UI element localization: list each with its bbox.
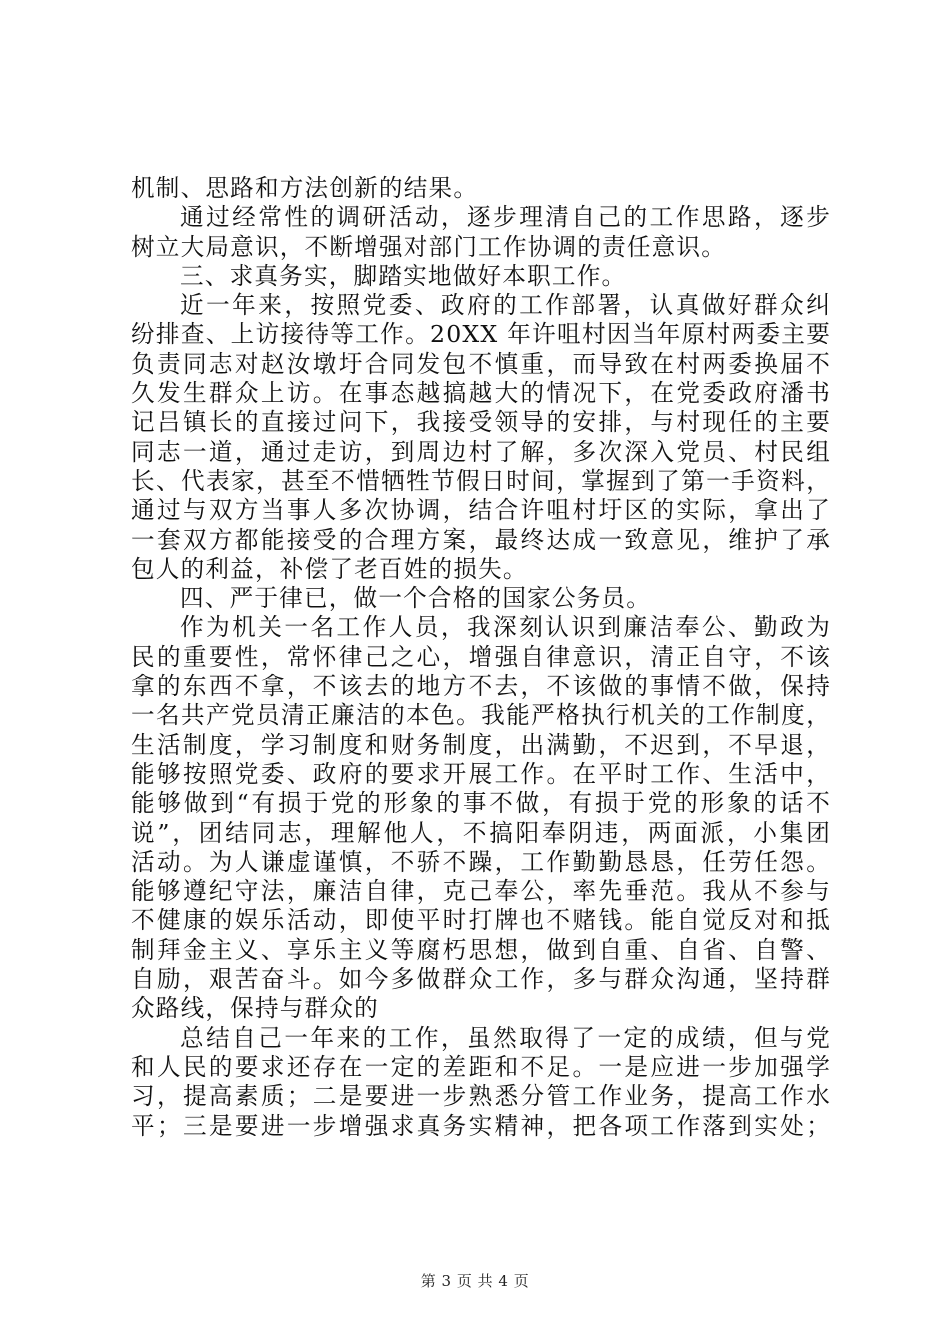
text-line: 近一年来，按照党委、政府的工作部署，认真做好群众纠: [180, 291, 831, 320]
text-line: 作为机关一名工作人员，我深刻认识到廉洁奉公、勤政为: [180, 613, 831, 642]
text-line: 一名共产党员清正廉洁的本色。我能严格执行机关的工作制度，: [131, 701, 831, 730]
text-line: 平；三是要进一步增强求真务实精神，把各项工作落到实处；: [131, 1111, 831, 1140]
text-line: 不健康的娱乐活动，即使平时打牌也不赌钱。能自觉反对和抵: [131, 906, 831, 935]
text-line: 包人的利益，补偿了老百姓的损失。: [131, 554, 528, 583]
text-line: 四、严于律已，做一个合格的国家公务员。: [180, 584, 652, 613]
text-line: 民的重要性，常怀律己之心，增强自律意识，清正自守，不该: [131, 642, 831, 671]
text-line: 拿的东西不拿，不该去的地方不去，不该做的事情不做，保持: [131, 672, 831, 701]
text-line: 制拜金主义、享乐主义等腐朽思想，做到自重、自省、自警、: [131, 935, 831, 964]
text-line: 记吕镇长的直接过问下，我接受领导的安排，与村现任的主要: [131, 408, 831, 437]
text-line: 生活制度，学习制度和财务制度，出满勤，不迟到，不早退，: [131, 730, 831, 759]
text-line: 长、代表家，甚至不惜牺牲节假日时间，掌握到了第一手资料，: [131, 466, 831, 495]
document-body: [131, 174, 831, 1141]
text-line: 能够遵纪守法，廉洁自律，克己奉公，率先垂范。我从不参与: [131, 877, 831, 906]
text-line: 自励，艰苦奋斗。如今多做群众工作，多与群众沟通，坚持群: [131, 965, 831, 994]
text-line: 同志一道，通过走访，到周边村了解，多次深入党员、村民组: [131, 437, 831, 466]
text-line: 习，提高素质；二是要进一步熟悉分管工作业务，提高工作水: [131, 1082, 831, 1111]
text-line: 通过经常性的调研活动，逐步理清自己的工作思路，逐步: [180, 203, 831, 232]
text-line: 能够做到“有损于党的形象的事不做，有损于党的形象的话不: [131, 789, 831, 818]
text-line: 久发生群众上访。在事态越搞越大的情况下，在党委政府潘书: [131, 379, 831, 408]
text-line: 活动。为人谦虚谨慎，不骄不躁，工作勤勤恳恳，任劳任怨。: [131, 847, 831, 876]
text-line: 一套双方都能接受的合理方案，最终达成一致意见，维护了承: [131, 525, 831, 554]
text-line: 机制、思路和方法创新的结果。: [131, 174, 479, 202]
text-line: 众路线，保持与群众的: [131, 994, 379, 1023]
text-line: 说”，团结同志，理解他人，不搞阳奉阴违，两面派，小集团: [131, 818, 831, 847]
text-line: 总结自己一年来的工作，虽然取得了一定的成绩，但与党: [180, 1023, 831, 1052]
text-line: 三、求真务实，脚踏实地做好本职工作。: [180, 261, 627, 290]
text-line: 能够按照党委、政府的要求开展工作。在平时工作、生活中，: [131, 759, 831, 788]
text-line: 负责同志对赵汝墩圩合同发包不慎重，而导致在村两委换届不: [131, 349, 831, 378]
text-line: 树立大局意识，不断增强对部门工作协调的责任意识。: [131, 232, 727, 261]
text-line: 纷排查、上访接待等工作。20XX 年许咀村因当年原村两委主要: [131, 320, 831, 349]
text-line: 通过与双方当事人多次协调，结合许咀村圩区的实际，拿出了: [131, 496, 831, 525]
page-footer: 第 3 页 共 4 页: [420, 1272, 530, 1290]
text-line: 和人民的要求还存在一定的差距和不足。一是应进一步加强学: [131, 1052, 831, 1081]
